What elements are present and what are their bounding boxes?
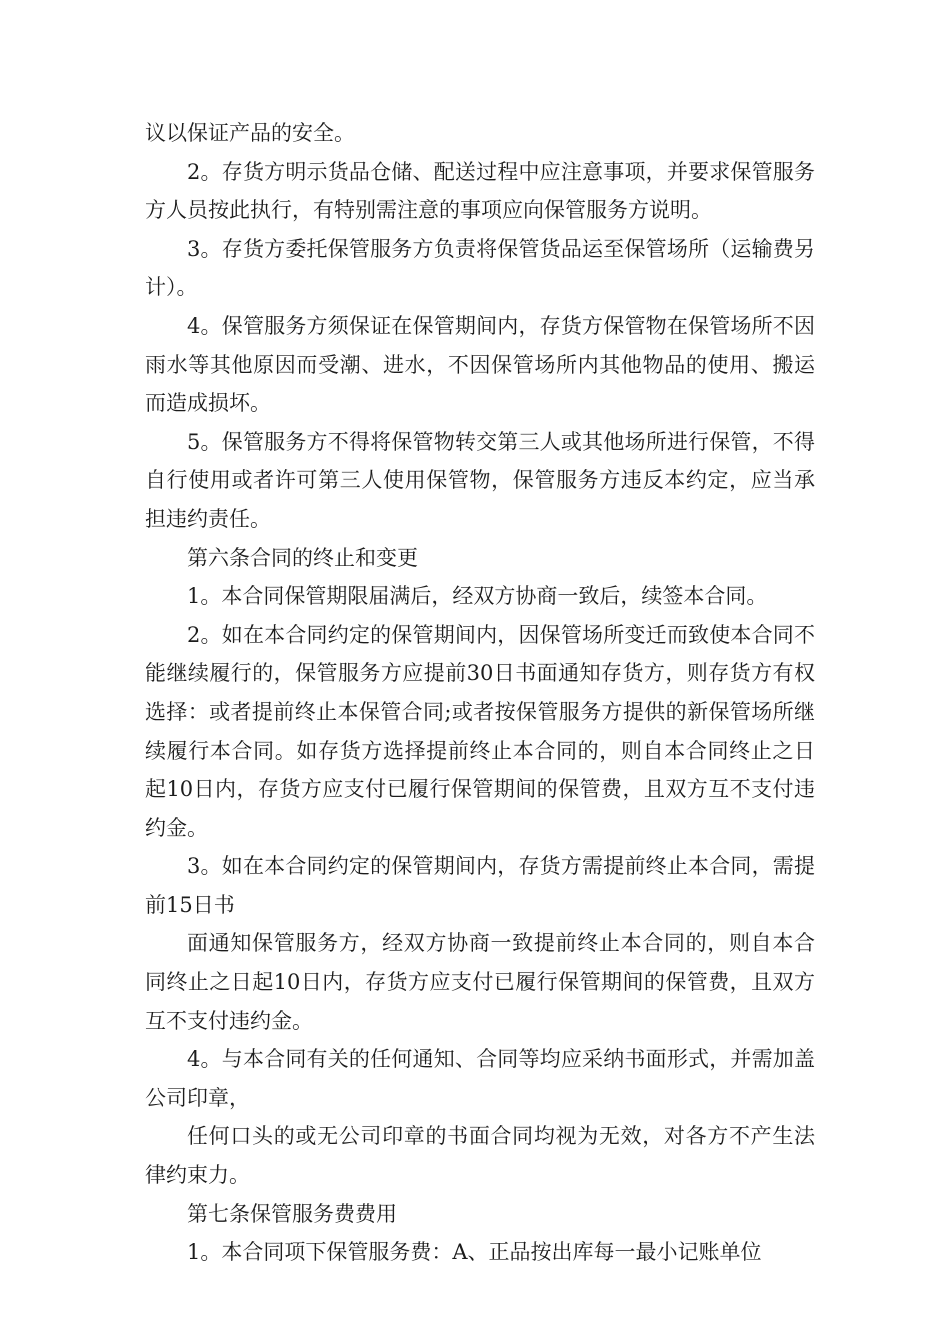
- section-heading-article-6: 第六条合同的终止和变更: [187, 545, 418, 570]
- paragraph-article-7-clause-1: 1。本合同项下保管服务费：A、正品按出库每一最小记账单位: [187, 1240, 762, 1265]
- paragraph-clause-2: 2。存货方明示货品仓储、配送过程中应注意事项，并要求保管服务方人员按此执行，有特别需注意的事项应向保管服务方说明。: [145, 159, 815, 223]
- paragraph-article-6-clause-1: 1。本合同保管期限届满后，经双方协商一致后，续签本合同。: [187, 584, 768, 609]
- paragraph-article-6-clause-3: 3。如在本合同约定的保管期间内，存货方需提前终止本合同，需提前15日书: [145, 854, 815, 917]
- section-heading-article-7: 第七条保管服务费费用: [187, 1201, 397, 1226]
- paragraph-article-6-clause-4: 4。与本合同有关的任何通知、合同等均应采纳书面形式，并需加盖公司印章，: [145, 1047, 815, 1110]
- paragraph-article-6-clause-4-continued: 任何口头的或无公司印章的书面合同均视为无效，对各方不产生法律约束力。: [145, 1124, 815, 1188]
- paragraph-clause-5: 5。保管服务方不得将保管物转交第三人或其他场所进行保管，不得自行使用或者许可第三人使用保管物，保管服务方违反本约定，应当承担违约责任。: [145, 429, 815, 531]
- paragraph-article-6-clause-3-continued: 面通知保管服务方，经双方协商一致提前终止本合同的，则自本合同终止之日起10日内，存货方应支付已履行保管期间的保管费，且双方互不支付违约金。: [145, 931, 815, 1033]
- paragraph-clause-3: 3。存货方委托保管服务方负责将保管货品运至保管场所（运输费另计）。: [145, 236, 815, 300]
- paragraph-continuation: 议以保证产品的安全。: [145, 121, 355, 145]
- paragraph-article-6-clause-2: 2。如在本合同约定的保管期间内，因保管场所变迁而致使本合同不能继续履行的，保管服务方应提前30日书面通知存货方，则存货方有权选择：或者提前终止本保管合同;或者按保管服务方提供的新保管场所继续履行本合同。如存货方选择提前终止本合同的，则自本合同终止之日起10日内，存货方应支付已履行保管期间的保管费，且双方互不支付违约金。: [145, 622, 815, 840]
- document-body: [145, 114, 815, 1272]
- paragraph-clause-4: 4。保管服务方须保证在保管期间内，存货方保管物在保管场所不因雨水等其他原因而受潮、进水，不因保管场所内其他物品的使用、搬运而造成损坏。: [145, 313, 815, 416]
